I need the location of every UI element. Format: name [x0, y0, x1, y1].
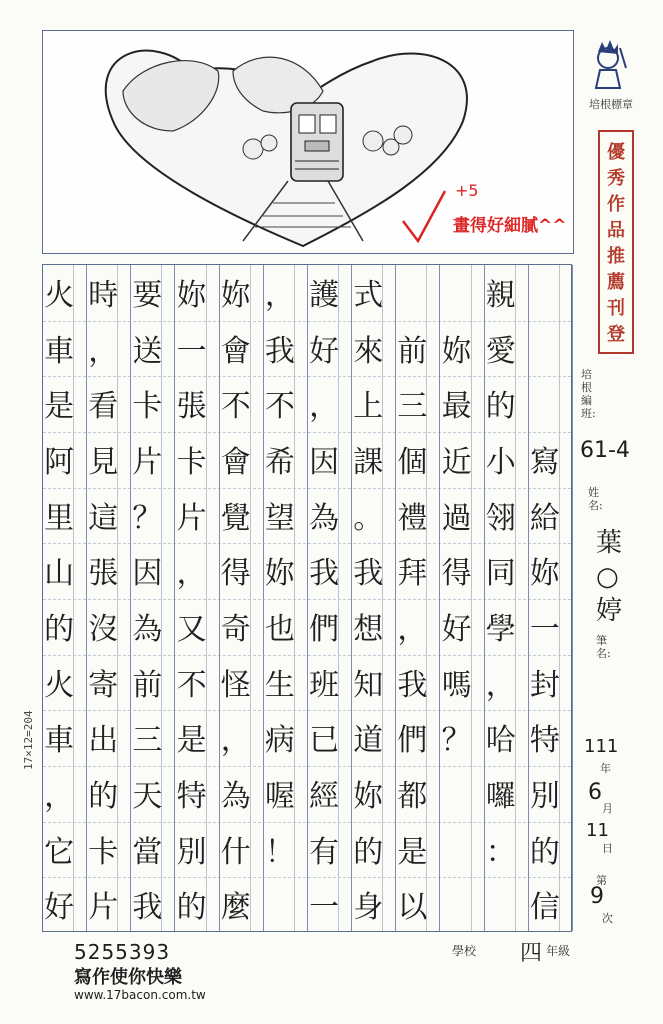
essay-char: 小: [485, 445, 516, 480]
essay-char: ，: [44, 779, 75, 814]
essay-char: 張: [88, 556, 119, 592]
essay-char: 嗎: [441, 667, 472, 703]
essay-char: 寄: [88, 667, 119, 703]
essay-char: 前: [132, 667, 163, 703]
essay-char: 張: [176, 389, 207, 425]
footer-slogan: 寫作使你快樂: [74, 967, 182, 988]
badge-char: 秀: [607, 168, 625, 189]
essay-char: 我: [132, 890, 163, 926]
essay-char: 要: [132, 278, 163, 313]
essay-char: ，: [309, 389, 340, 425]
essay-char: 過: [441, 500, 472, 536]
essay-char: 是: [44, 389, 75, 425]
footer-url: www.17bacon.com.tw: [74, 988, 206, 1002]
essay-char: 片: [88, 890, 119, 926]
essay-char: 它: [44, 834, 75, 870]
essay-char: 親: [485, 278, 516, 313]
essay-char: 一: [176, 333, 207, 369]
essay-char: 的: [529, 834, 560, 870]
writing-grid: [42, 264, 572, 932]
teacher-score: +5: [455, 181, 479, 200]
essay-char: 學: [485, 612, 516, 647]
badge-char: 優: [607, 142, 625, 163]
essay-char: 妳: [220, 278, 251, 313]
teacher-comment: 畫得好細膩^^: [453, 216, 567, 236]
ruby-guide: [161, 265, 174, 931]
essay-char: 不: [176, 667, 207, 703]
essay-char: 為: [309, 500, 340, 536]
essay-char: 以: [397, 890, 428, 926]
essay-char: 哈: [485, 723, 516, 759]
essay-char: 看: [88, 389, 119, 425]
essay-char: 特: [176, 779, 207, 814]
essay-char: 寫: [529, 445, 560, 480]
essay-char: 都: [397, 779, 428, 814]
essay-char: 妳: [353, 779, 384, 814]
essay-char: 知: [353, 667, 384, 703]
essay-char: 奇: [220, 612, 251, 647]
pen-name-label: 筆名:: [596, 634, 611, 660]
essay-char: 車: [44, 723, 75, 759]
essay-char: 們: [397, 723, 428, 759]
essay-char: 課: [353, 445, 384, 480]
ruby-guide: [471, 265, 484, 931]
date-day: 11: [586, 820, 609, 841]
essay-char: 出: [88, 723, 119, 759]
essay-char: 生: [264, 667, 295, 703]
essay-char: 我: [264, 333, 295, 369]
ruby-guide: [426, 265, 439, 931]
recommended-badge: [598, 130, 634, 354]
essay-char: 里: [44, 500, 75, 536]
essay-char: 給: [529, 500, 560, 536]
essay-char: 別: [529, 779, 560, 814]
ruby-guide: [338, 265, 351, 931]
date-year-label: 年: [600, 762, 611, 775]
essay-char: 的: [176, 890, 207, 926]
essay-char: ？: [441, 723, 472, 759]
essay-char: 車: [44, 333, 75, 369]
essay-char: ，: [397, 612, 428, 647]
essay-char: 見: [88, 445, 119, 480]
essay-char: 最: [441, 389, 472, 425]
essay-char: 會: [220, 333, 251, 369]
essay-char: 是: [397, 834, 428, 870]
essay-char: 沒: [88, 612, 119, 647]
essay-char: 妳: [264, 556, 295, 592]
nth-prefix: 第: [596, 874, 607, 887]
essay-char: 山: [44, 556, 75, 592]
badge-char: 登: [607, 324, 625, 345]
essay-char: 得: [220, 556, 251, 592]
name-value: 葉○婷: [596, 528, 623, 626]
date-day-label: 日: [602, 842, 613, 855]
essay-char: 的: [353, 834, 384, 870]
essay-char: 已: [309, 723, 340, 759]
essay-char: 身: [353, 890, 384, 926]
essay-char: 火: [44, 278, 75, 313]
essay-char: 來: [353, 333, 384, 369]
date-year: 111: [584, 736, 619, 757]
essay-char: 別: [176, 834, 207, 870]
essay-char: ，: [176, 556, 207, 592]
essay-char: 特: [529, 723, 560, 759]
essay-char: ？: [132, 500, 163, 536]
essay-char: 病: [264, 723, 295, 759]
essay-char: 卡: [176, 445, 207, 480]
essay-char: 近: [441, 445, 472, 480]
essay-char: 囉: [485, 779, 516, 814]
badge-char: 薦: [607, 272, 625, 293]
date-month-label: 月: [602, 802, 613, 815]
essay-char: 我: [353, 556, 384, 592]
stamp-label: 培根標章: [589, 98, 633, 111]
essay-char: 個: [397, 445, 428, 480]
ruby-guide: [294, 265, 307, 931]
essay-char: 封: [529, 667, 560, 703]
essay-char: 禮: [397, 500, 428, 536]
essay-char: 什: [220, 834, 251, 870]
essay-char: 望: [264, 500, 295, 536]
essay-char: 當: [132, 834, 163, 870]
name-label: 姓名:: [588, 486, 603, 512]
essay-char: 信: [529, 890, 560, 926]
essay-char: 覺: [220, 500, 251, 536]
essay-char: 妳: [176, 278, 207, 313]
date-month: 6: [588, 780, 602, 805]
ruby-guide: [206, 265, 219, 931]
essay-char: 。: [353, 500, 384, 536]
essay-char: 的: [44, 612, 75, 647]
essay-char: 妳: [441, 333, 472, 369]
class-value: 61-4: [580, 438, 630, 463]
essay-char: 火: [44, 667, 75, 703]
essay-char: 喔: [264, 779, 295, 814]
footer-phone: 5255393: [74, 940, 171, 964]
grade-value: 四: [520, 941, 543, 966]
essay-char: 麼: [220, 890, 251, 926]
essay-char: 愛: [485, 333, 516, 369]
essay-char: ，: [88, 333, 119, 369]
essay-char: 會: [220, 445, 251, 480]
essay-char: 送: [132, 333, 163, 369]
nth-label: 次: [602, 912, 613, 925]
school-label: 學校: [452, 944, 477, 958]
essay-char: 是: [176, 723, 207, 759]
essay-char: 也: [264, 612, 295, 647]
badge-char: 品: [607, 220, 625, 241]
essay-char: 好: [309, 333, 340, 369]
ruby-guide: [73, 265, 86, 931]
essay-char: 經: [309, 779, 340, 814]
essay-char: ：: [485, 834, 516, 870]
essay-char: 三: [132, 723, 163, 759]
essay-char: ，: [485, 667, 516, 703]
essay-char: 希: [264, 445, 295, 480]
ruby-guide: [515, 265, 528, 931]
class-label: 培根編班:: [581, 368, 596, 420]
essay-char: 有: [309, 834, 340, 870]
essay-char: 護: [309, 278, 340, 313]
badge-char: 刊: [607, 298, 625, 319]
essay-char: 怪: [220, 667, 251, 703]
essay-char: 班: [309, 667, 340, 703]
grade-label: 年級: [546, 944, 571, 958]
essay-char: 道: [353, 723, 384, 759]
essay-char: 因: [309, 445, 340, 480]
essay-char: ，: [264, 278, 295, 313]
essay-char: 得: [441, 556, 472, 592]
grid-size-code: 17×12=204: [22, 710, 35, 770]
essay-char: ！: [264, 834, 295, 870]
essay-char: 一: [529, 612, 560, 647]
essay-char: 時: [88, 278, 119, 313]
essay-char: 片: [176, 500, 207, 536]
essay-char: 翎: [485, 500, 516, 536]
essay-char: 卡: [132, 389, 163, 425]
essay-char: 不: [264, 389, 295, 425]
ruby-guide: [117, 265, 130, 931]
essay-char: 好: [441, 612, 472, 647]
essay-char: 片: [132, 445, 163, 480]
essay-char: 阿: [44, 445, 75, 480]
submission-count: 9: [590, 884, 604, 909]
essay-char: 的: [88, 779, 119, 814]
essay-char: 一: [309, 890, 340, 926]
essay-char: 不: [220, 389, 251, 425]
essay-char: 的: [485, 389, 516, 425]
essay-char: 同: [485, 556, 516, 592]
essay-char: 式: [353, 278, 384, 313]
essay-char: 們: [309, 612, 340, 647]
drawing-panel: [42, 30, 574, 254]
essay-char: 這: [88, 500, 119, 536]
mascot-icon: [588, 38, 632, 92]
essay-char: 我: [309, 556, 340, 592]
essay-char: 卡: [88, 834, 119, 870]
ruby-guide: [250, 265, 263, 931]
essay-char: 前: [397, 333, 428, 369]
essay-char: 又: [176, 612, 207, 647]
essay-char: 因: [132, 556, 163, 592]
ruby-guide: [382, 265, 395, 931]
essay-char: 為: [220, 779, 251, 814]
essay-char: ，: [220, 723, 251, 759]
essay-char: 拜: [397, 556, 428, 592]
ruby-guide: [559, 265, 572, 931]
essay-char: 妳: [529, 556, 560, 592]
essay-char: 好: [44, 890, 75, 926]
essay-char: 想: [353, 612, 384, 647]
badge-char: 作: [607, 194, 625, 215]
essay-char: 三: [397, 389, 428, 425]
essay-char: 我: [397, 667, 428, 703]
badge-char: 推: [607, 246, 625, 267]
essay-char: 天: [132, 779, 163, 814]
essay-char: 為: [132, 612, 163, 647]
essay-char: 上: [353, 389, 384, 425]
